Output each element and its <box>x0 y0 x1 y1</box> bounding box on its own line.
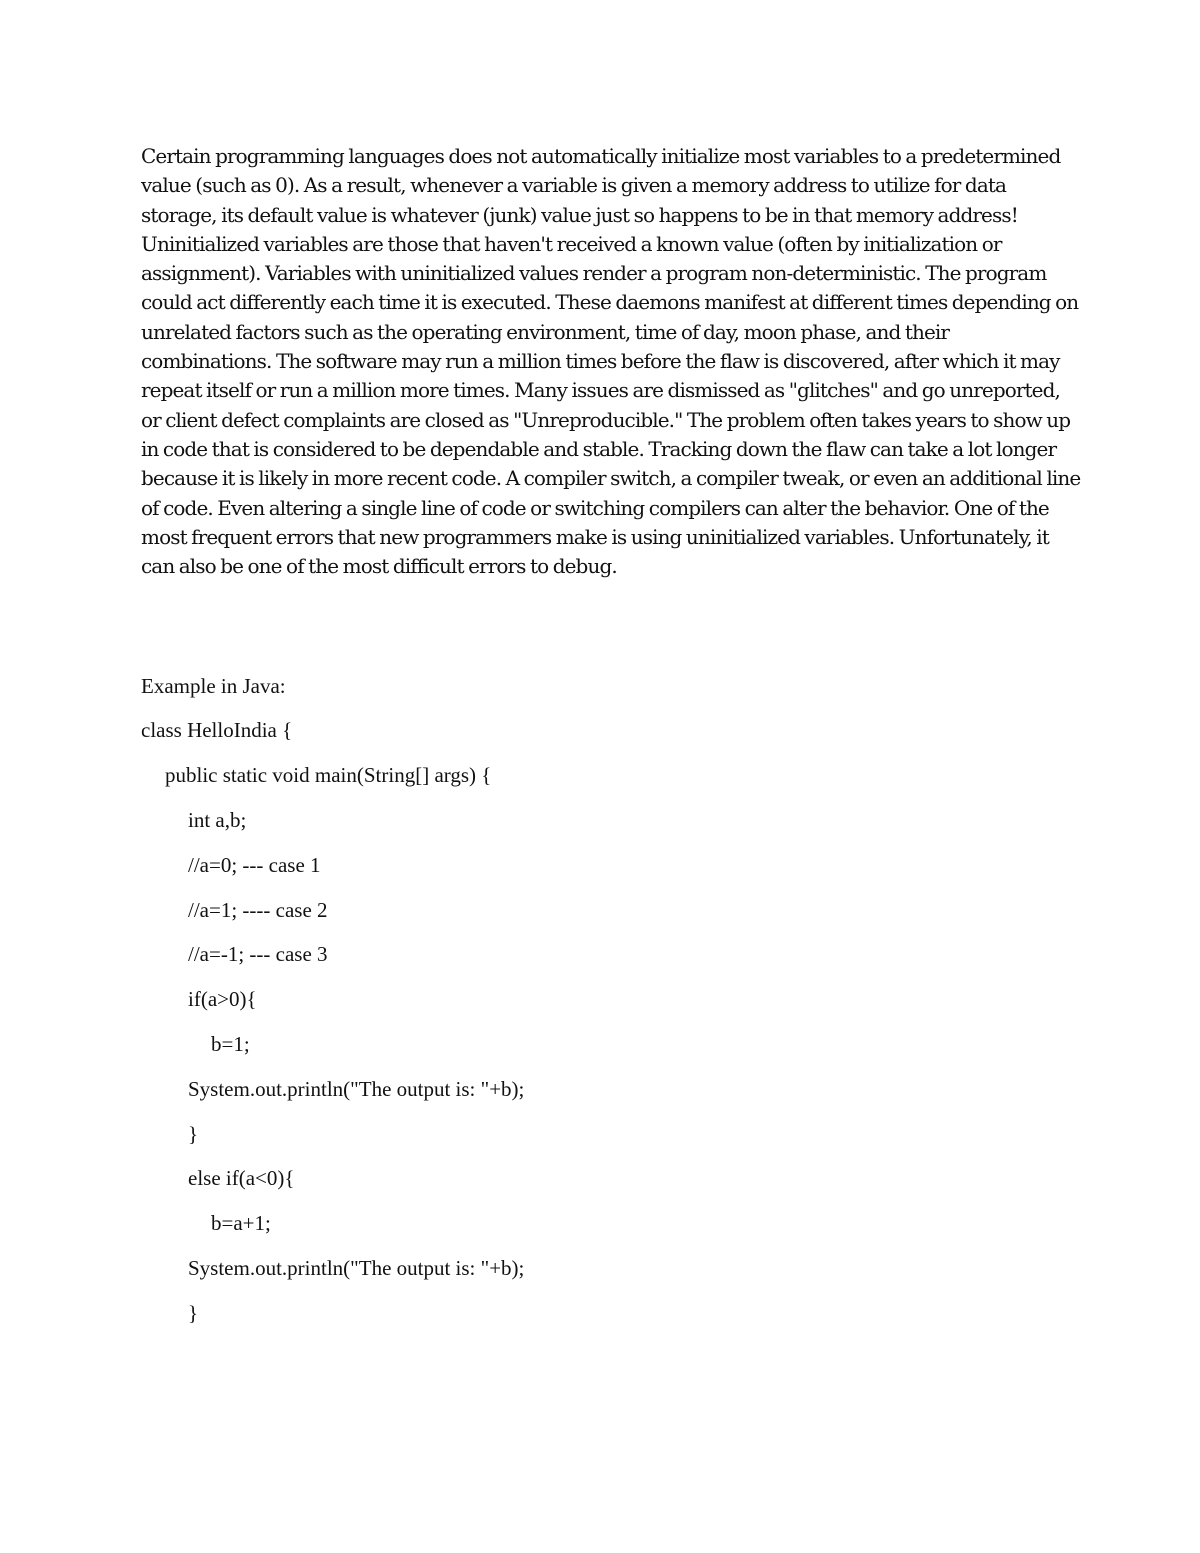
code-line: System.out.println("The output is: "+b); <box>188 1256 525 1280</box>
code-line: if(a>0){ <box>188 987 257 1011</box>
code-line: //a=0; --- case 1 <box>188 853 321 877</box>
body-paragraph: Certain programming languages does not automatically initialize most variables to a predetermined value (such as 0). As a result, whenever a variable is given a memory address to utilize for data storage, its default value is whatever (junk) value just so happens to be in that memory address! Uninitialized variables are those that haven't received a known value (often by initialization or assignment). Variables with uninitialized values render a program non-deterministic. The program could act differently each time it is executed. These daemons manifest at different times depending on unrelated factors such as the operating environment, time of day, moon phase, and their combinations. The software may run a million times before the flaw is discovered, after which it may repeat itself or run a million more times. Many issues are dismissed as "glitches" and go unreported, or client defect complaints are closed as "Unreproducible." The problem often takes years to show up in code that is considered to be dependable and stable. Tracking down the flaw can take a lot longer because it is likely in more recent code. A compiler switch, a compiler tweak, or even an additional line of code. Even altering a single line of code or switching compilers can alter the behavior. One of the most frequent errors that new programmers make is using uninitialized variables. Unfortunately, it can also be one of the most difficult errors to debug. <box>141 144 1081 579</box>
code-line: } <box>188 1122 199 1146</box>
code-line: class HelloIndia { <box>141 718 293 742</box>
code-line: b=a+1; <box>211 1211 271 1235</box>
code-line: } <box>188 1301 199 1325</box>
code-line: else if(a<0){ <box>188 1166 295 1190</box>
code-line: public static void main(String[] args) { <box>165 763 492 787</box>
code-line: b=1; <box>211 1032 250 1056</box>
code-line: int a,b; <box>188 808 247 832</box>
code-line: System.out.println("The output is: "+b); <box>188 1077 525 1101</box>
code-line: //a=1; ---- case 2 <box>188 898 328 922</box>
code-line: //a=-1; --- case 3 <box>188 942 328 966</box>
example-heading: Example in Java: <box>141 674 286 698</box>
